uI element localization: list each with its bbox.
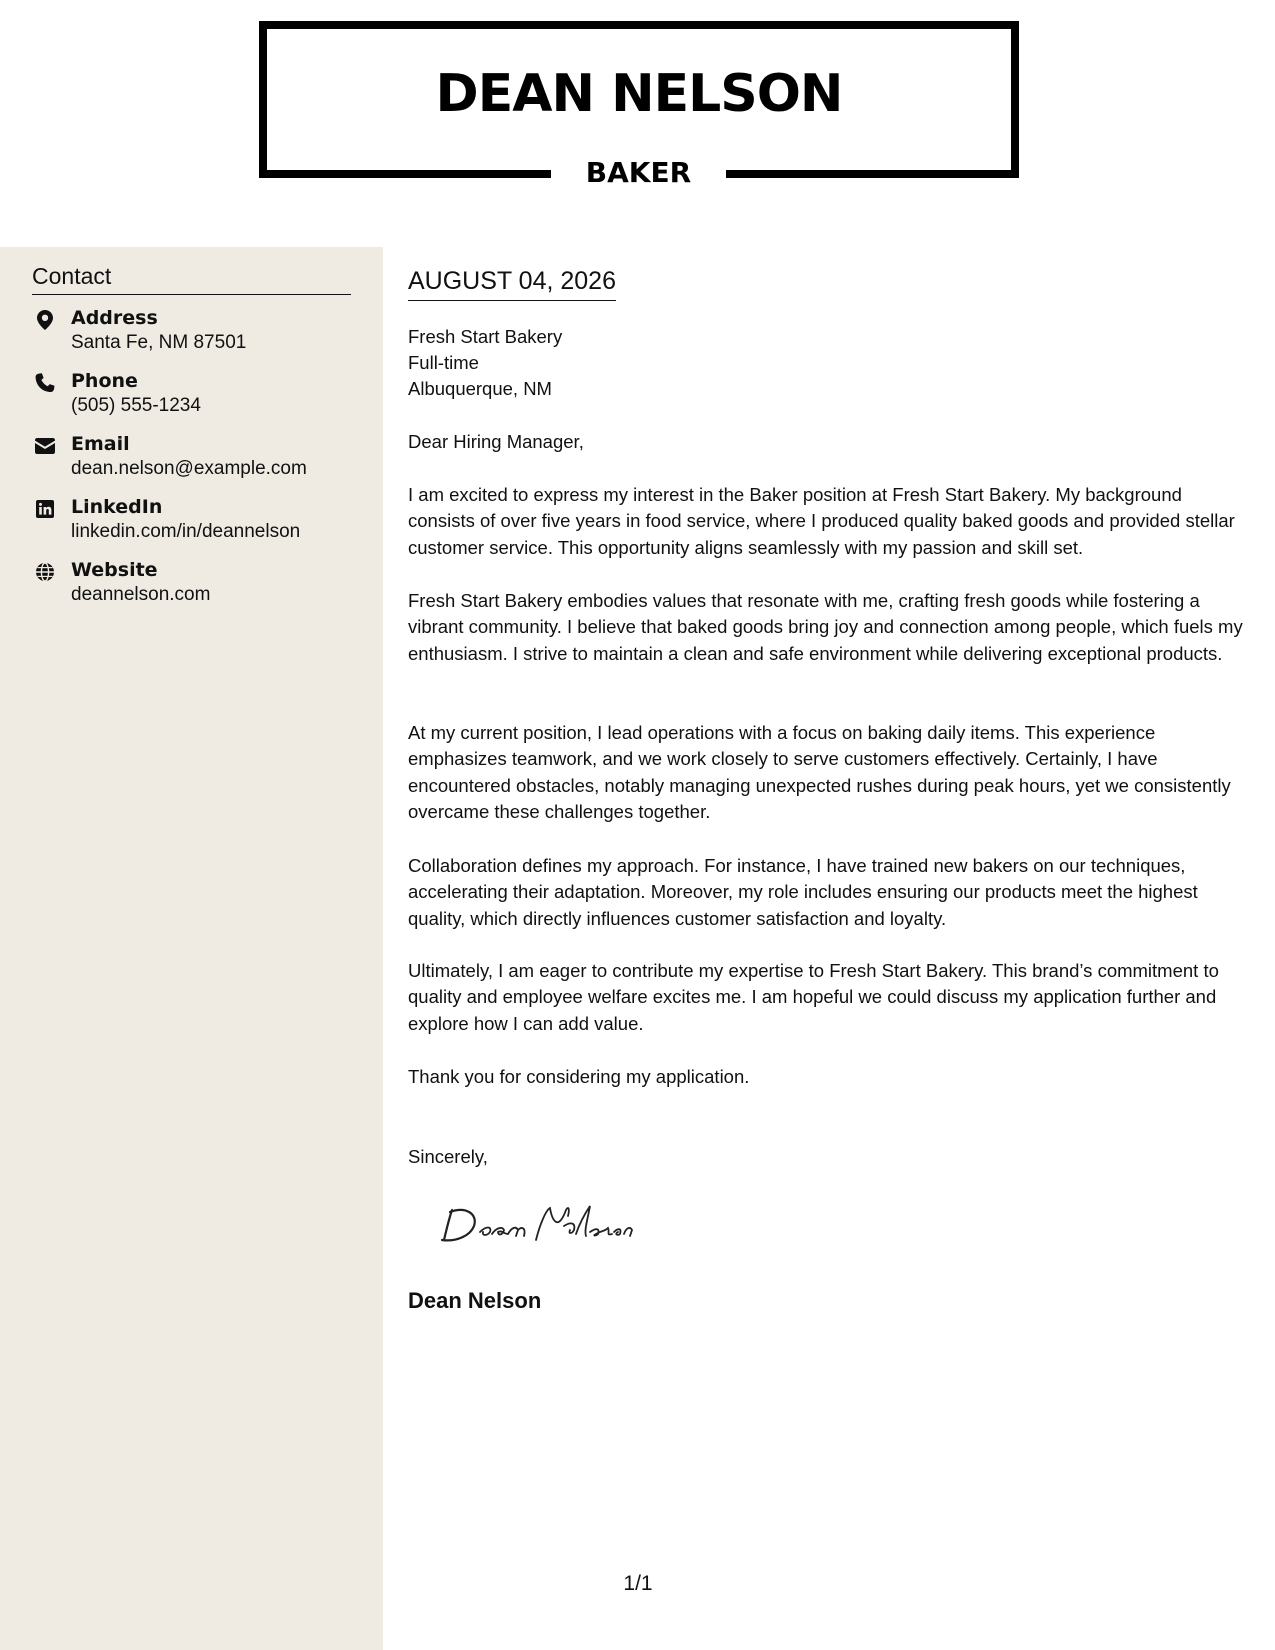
linkedin-icon bbox=[32, 498, 58, 520]
letter-paragraph: Fresh Start Bakery embodies values that resonate with me, crafting fresh goods while fostering a vibrant community. I believe that baked goods bring joy and connection among people, which fuels my enthusiasm. I strive to maintain a clean and safe environment while delivering exceptional products. bbox=[408, 590, 1243, 664]
letter-paragraph: Ultimately, I am eager to contribute my expertise to Fresh Start Bakery. This brand’s commitment to quality and employee welfare excites me. I am hopeful we could discuss my application further and explore how I can add value. bbox=[408, 960, 1219, 1034]
handwritten-signature bbox=[440, 1200, 640, 1250]
contact-heading: Contact bbox=[32, 262, 351, 295]
envelope-icon bbox=[32, 435, 58, 457]
closing-note: Thank you for considering my application. bbox=[408, 1066, 750, 1087]
valediction: Sincerely, bbox=[408, 1146, 488, 1167]
contact-address-label: Address bbox=[71, 307, 158, 329]
globe-icon bbox=[32, 561, 58, 583]
phone-icon bbox=[32, 372, 58, 394]
contact-email-value[interactable]: dean.nelson@example.com bbox=[71, 458, 307, 479]
recipient-block bbox=[408, 324, 562, 402]
letter-paragraph: I am excited to express my interest in the Baker position at Fresh Start Bakery. My background consists of over five years in food service, where I produced quality baked goods and provided stellar customer service. This opportunity aligns seamlessly with my passion and skill set. bbox=[408, 484, 1235, 558]
applicant-name: DEAN NELSON bbox=[435, 64, 843, 124]
letter-paragraph: At my current position, I lead operations with a focus on baking daily items. This experience emphasizes teamwork, and we work closely to serve customers effectively. Certainly, I have encountered obstacles, notably managing unexpected rushes during peak hours, yet we consistently overcame these challenges together. bbox=[408, 722, 1231, 823]
letter-paragraph: Collaboration defines my approach. For instance, I have trained new bakers on our techniques, accelerating their adaptation. Moreover, my role includes ensuring our products meet the highest quality, which directly influences customer satisfaction and loyalty. bbox=[408, 855, 1198, 929]
contact-linkedin-label: LinkedIn bbox=[71, 496, 163, 518]
job-title: BAKER bbox=[585, 156, 692, 189]
recipient-location: Albuquerque, NM bbox=[408, 378, 552, 399]
contact-website-value[interactable]: deannelson.com bbox=[71, 584, 211, 605]
contact-address-value: Santa Fe, NM 87501 bbox=[71, 332, 247, 353]
header-frame-bottom-right bbox=[726, 170, 1019, 178]
signer-name: Dean Nelson bbox=[408, 1288, 542, 1313]
recipient-employment-type: Full-time bbox=[408, 352, 479, 373]
recipient-company: Fresh Start Bakery bbox=[408, 326, 563, 347]
contact-linkedin-value[interactable]: linkedin.com/in/deannelson bbox=[71, 521, 301, 542]
salutation: Dear Hiring Manager, bbox=[408, 431, 584, 452]
header-frame-bottom-left bbox=[259, 170, 551, 178]
contact-phone-value: (505) 555-1234 bbox=[71, 395, 201, 416]
page-number: 1/1 bbox=[623, 1572, 653, 1595]
contact-phone-label: Phone bbox=[71, 370, 138, 392]
contact-website-label: Website bbox=[71, 559, 158, 581]
letter-date: AUGUST 04, 2026 bbox=[408, 266, 616, 301]
contact-email-label: Email bbox=[71, 433, 130, 455]
map-pin-icon bbox=[32, 309, 58, 331]
